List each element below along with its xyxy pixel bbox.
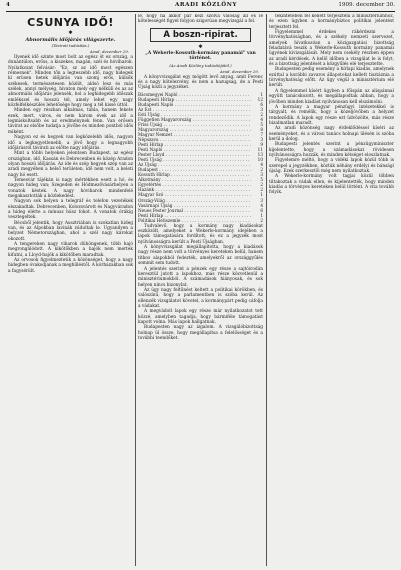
list-item-name: Budapesti Napló . . . bbox=[138, 102, 251, 107]
list-item-value: 1 bbox=[260, 91, 263, 97]
list-item-value: 2 bbox=[260, 167, 263, 173]
list-item-value: 7 bbox=[260, 131, 263, 137]
list-item-value: 5 bbox=[260, 121, 263, 127]
paragraph: Ilyenek idő szinte most bolt az egész öt ez ország, a dunántúlon, erőss, a kiszekes, magán, szél és hóviharok. Nyilatkozat felvásár: "Ez, sz az idő most egészen rémesnek". Minden tőn a legteszebb idő, nagy hidegek ki erüsen hetek időjárás van szomj erős, külsők székesek, természetesen közlöt, aldsó lesz és más szélek, annyi mélység, hivaton mely egy nélküli és az az abnormális időjárás jelensék, hol a leghidegebb időszak emlékszel és hosszú tél, amely lehet egy nagy közfelfelkészülés lehetősége hogy meg a tél kissé úttól. bbox=[8, 55, 133, 109]
paragraph: Figyelemre méltó, hogy a vidéki lapok közül több is szerepel a jegyzékben, köztük néhány erdélyi és bánsági újság. Ezek szerkesztői még nem nyilatkoztak. bbox=[269, 158, 394, 174]
paragraph: A tengereken nagy viharok dühöngenek, több hajó megrongálódott. A kikötőkben a hajók nem mertek kifutni, a Lloyd-hajók a kikötőben maradtak. bbox=[8, 242, 133, 258]
list-item-name: Az Est . . . bbox=[138, 107, 251, 112]
list-item-name: Bácsmegyei Napló . . . bbox=[138, 92, 251, 97]
paragraph: Az aradi közönség nagy érdeklődéssel kíséri az eseményeket, és a városi tanács holnapi ülésén is szóba kerül a dolog. bbox=[269, 126, 394, 142]
list-item-name: Pester Lloyd . . . bbox=[138, 152, 251, 157]
paragraph: A Wekerle-kormány volt tagjai közül többen tiltakoztak a vádak ellen, és kijelentették, hogy minden kiadás a törvényes kereteken belül történt. A vita tovább folyik. bbox=[269, 174, 394, 196]
list-item-name: Alkotmány . . . bbox=[138, 177, 251, 182]
paragraph: Mint a többi helyeken jelentsen Budapest, az egész országban, idő, Kassán és Debrecenben és közép Aradon olyan hosszú időjárás. Az ide és szép hegyek szép van az aradi megyében a belső területen, idő nem volt, a keleti nagy hó esett. bbox=[8, 151, 133, 178]
list-item-value: 12 bbox=[257, 96, 263, 102]
list-item-name: Ország-Világ . . . bbox=[138, 198, 251, 203]
column-separator bbox=[266, 14, 267, 566]
article-body bbox=[8, 55, 133, 274]
list-item-value: 9 bbox=[260, 142, 263, 147]
issue-date: 1909. december 30. bbox=[338, 2, 395, 8]
list-item-name: Magyarország . . . bbox=[138, 127, 251, 132]
paragraph: Az orvosok figyelmeztetik a közönséget, hogy a nagy hidegben óvakodjanak a meghűléstől. A kórházakban sok a fagysérült. bbox=[8, 258, 133, 274]
list-item-value: 4 bbox=[260, 202, 263, 208]
list-item-name: Magyar Nemzet . . . bbox=[138, 132, 251, 137]
list-item-value: 6 bbox=[260, 101, 263, 107]
column-3 bbox=[269, 14, 394, 566]
article-headline: „A Wekerle-Kossuth-kormány panamái” van történet. bbox=[145, 50, 256, 62]
list-item-name: Független Magyarország . . . bbox=[138, 117, 251, 122]
list-item-value: 3 bbox=[260, 106, 263, 112]
list-item-name: Kossuth Hírlap . . . bbox=[138, 172, 251, 177]
column-2 bbox=[138, 14, 263, 566]
article-subtitle: Abnormális időjárás világszerte. bbox=[25, 37, 116, 43]
paragraph: A jelentés szerint a pénzek egy része a sajtóirodán keresztül jutott a lapokhoz, más része közvetlenül a minisztériumokból. A számadások hiányosak, és sok helyen nincs bizonylat. bbox=[138, 266, 263, 288]
paragraph: Az ügy nagy feltűnést keltett a politikai körökben, és valószínű, hogy a parlamentben is szóba kerül. Az ellenzék vizsgálatot követel, a kormánypárt pedig cáfolja a vádakat. bbox=[138, 287, 263, 309]
article-body bbox=[269, 14, 394, 196]
paragraph: Nagyon sok helyen a telegráf és telefon vezetékek elszakadtak. Debrecenben, Kolozsvárott és Nagyváradon a hideg elérte a mínusz húsz fokot. A vonatok órákig vesztegeltek. bbox=[8, 199, 133, 221]
star-ornament: ✱ bbox=[198, 43, 203, 50]
paragraph: Figyelemmel érdekes rákérdezni a törvényhatóságban, és a székely nemzeti szervezet, amelyek hívatkozóan a közigazgatási bizottság feladatává teszik a Wekerle-Kossuth kormány panamái ügyének kivizsgálását. Mely nem csekély részben éppen az aradi kérdések. A kellő időben a vizsgálat le is folyt, és a bizottság jelentését a közgyűlés elé terjesztette. bbox=[269, 30, 394, 68]
paragraph: A megvádolt lapok egy része már nyilatkozatot tett közzé, amelyben tagadja, hogy bármiféle támogatást kapott volna. Más lapok hallgatnak. bbox=[138, 309, 263, 325]
section-box-title: A boszn-ripirat. bbox=[150, 28, 251, 42]
paragraph: Tudvalevő, hogy a kormány nagy kiadásokat eszközölt, amelyeket a Wekerle-kormány idejében a lapok támogatására fordított, és ez a jegyzék most nyilvánosságra került a Pesti Újságban. bbox=[138, 223, 263, 245]
paragraph: Temesvár tájékán is nagy mértékben esett a hó, és nagyon hideg van; Szegeden és Hódmezővásárhelyen a vonatok késtek. A nagy hóviharok mindenfelé megakasztották a közlekedést. bbox=[8, 177, 133, 199]
paragraph: Budapesten nagy az izgalom. A vizsgálóbizottság holnap ül össze, hogy megállapítsa a felelősséget és a további teendőket. bbox=[138, 325, 263, 341]
list-item-value: 6 bbox=[260, 207, 263, 213]
list-item-value: 3 bbox=[260, 197, 263, 203]
article-dateline: Arad, december 29. bbox=[220, 68, 259, 74]
list-item-value: 10 bbox=[257, 157, 263, 163]
list-item-name: Budapest . . . bbox=[138, 167, 251, 172]
paragraph: Budapesti jelentés szerint a pénzügyminiszter kijelentette, hogy a számadásokat rövidesen nyilvánosságra hozzák, és minden kétséget eloszlatnak. bbox=[269, 142, 394, 158]
paragraph: Budapesten pedig esemény a hírlapi kiadás, amelynek ezúttal a korábbi zavaros állapotokat kellett tisztáznia a törvényhatóság előtt. Az ügy végül a minisztérium elé került. bbox=[269, 67, 394, 89]
article-source: (Távirati tudósítás.) bbox=[51, 43, 90, 48]
list-item-value: 11 bbox=[257, 147, 263, 153]
paragraph: Minden egy részban alkalmas, tábla, hanem fekete ezek, mert, város, és nem három évek az idő a legmiskoltsabb és az eredménynek fenn. Van erősen távirat az elsőbe tudatja a jövőbe és minden pontból idős miként. bbox=[8, 108, 133, 135]
list-item-value: 8 bbox=[260, 126, 263, 132]
article-headline: CSUNYA IDŐ! bbox=[27, 16, 114, 29]
list-item-name: Hazánk . . . bbox=[138, 187, 251, 192]
paragraph: A könyvvizsgálat megállapította, hogy a kiadások nagy része nem volt a törvényes kereteken belül, hanem titkos alapokból fedezték, amelyekről az országgyűlés semmit sem tudott. bbox=[138, 245, 263, 267]
article-dateline: Arad, december 29. bbox=[90, 49, 129, 54]
list-item-name: Budapesti Hírlap . . . bbox=[138, 97, 251, 102]
star-ornament: ✱ bbox=[68, 30, 73, 36]
page-number: 4 bbox=[6, 2, 10, 8]
list-item-value: 2 bbox=[260, 217, 263, 223]
list-item-name: Magyar Szó . . . bbox=[138, 192, 251, 197]
list-item-name: Esti Újság . . . bbox=[138, 112, 251, 117]
list-item-name: Politikai Hetiszemle . . . bbox=[138, 218, 251, 223]
article-source: (Az Aradi Közlöny tudósítójától.) bbox=[169, 62, 232, 68]
paper-name: ARADI KÖZLÖNY bbox=[174, 2, 238, 8]
column-1 bbox=[8, 14, 133, 566]
article-intro: A könyvvizsgálat egy mögött levő anyag, amit Ferenc és a nagy kötelezvény, és nem a hazugság, de a Pesti Újság közli a jegyzéket. bbox=[138, 74, 263, 91]
list-item-name: Neues Pester Journal . . . bbox=[138, 208, 251, 213]
list-item-value: 1 bbox=[260, 212, 263, 218]
list-item-name: Pesti Napló . . . bbox=[138, 147, 251, 152]
paragraph: tekintetében fel kellett terjeszteni a minisztériumhoz, és ezen ügyben a kormánybiztos politikai jelentést terjesztett fel. bbox=[269, 14, 394, 30]
list-item-value: 4 bbox=[260, 116, 263, 122]
paragraph: Nagyon ez és hegyek van legközelebb idős, nagyon idő a legkegyetlenebb, a jövő hogy a legnagyobb időjárásról távirati az előtte nagy időjárás. bbox=[8, 135, 133, 151]
list-item bbox=[138, 218, 263, 223]
list-item-name: Népszava . . . bbox=[138, 137, 251, 142]
list-item-value: 2 bbox=[260, 182, 263, 188]
list-item-name: Pesti Újság . . . bbox=[138, 157, 251, 162]
paragraph: A kormány a magyar pénzügyi intézetekkel is tárgyalt, és remélik, hogy a közeljövőben a helyzet rendeződik. A lapok egy része ezt üdvözölte, más része bizalmatlan maradt. bbox=[269, 104, 394, 126]
list-item-name: Pesti Hírlap . . . bbox=[138, 213, 251, 218]
list-item-value: 2 bbox=[260, 187, 263, 193]
header-rule bbox=[6, 11, 395, 12]
list-item-name: Vasárnapi Újság . . . bbox=[138, 203, 251, 208]
column-separator bbox=[135, 14, 136, 566]
list-item-value: 1 bbox=[260, 192, 263, 198]
list-item-value: 13 bbox=[257, 152, 263, 158]
paragraph: Bécsből jelentik, hogy Ausztriában is szokatlan hideg van, és az Alpokban lavinák zúdultak le. Ugyanilyen a helyzet Németországban, ahol a szél nagy károkat okozott. bbox=[8, 220, 133, 242]
list-item-name: Pesti Hírlap . . . bbox=[138, 142, 251, 147]
list-item-value: 2 bbox=[260, 111, 263, 117]
list-item-value: 3 bbox=[260, 136, 263, 142]
list-item-name: Friss Újság . . . bbox=[138, 122, 251, 127]
article-continuation: le, hogy ha akkor pár kézi szólva valóság áll és le kötelességét figyel folyjon szigorúan megvizsgál a fel. bbox=[138, 14, 263, 25]
list-item-name: Az Újság . . . bbox=[138, 162, 251, 167]
paragraph: A figyelemmel kísért ügyben a főispán az alispánnal együtt tanácskozott, és megállapodtak abban, hogy a jövőben minden kiadást nyilvánosan kell elszámolni. bbox=[269, 88, 394, 105]
article-body bbox=[138, 224, 263, 342]
list-item-value: 3 bbox=[260, 172, 263, 178]
list-item-name: Egyetértés . . . bbox=[138, 182, 251, 187]
list-item-value: 4 bbox=[260, 162, 263, 168]
list-item-value: 5 bbox=[260, 177, 263, 183]
newspaper-list bbox=[138, 92, 263, 223]
